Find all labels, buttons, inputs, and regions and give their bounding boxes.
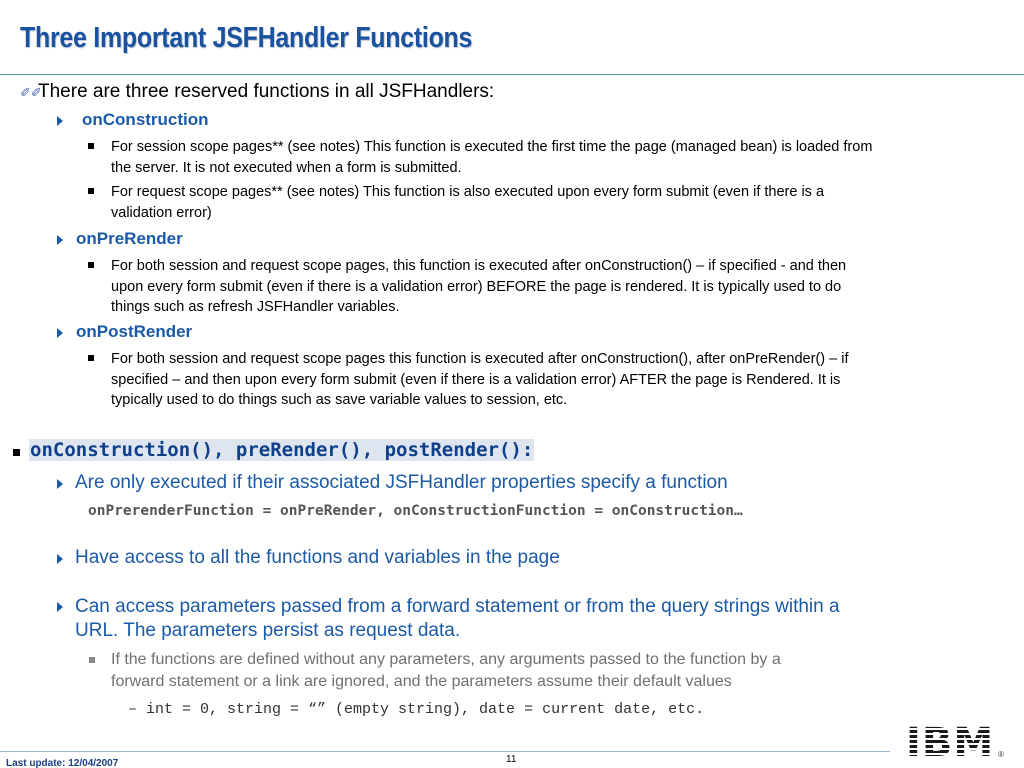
- triangle-bullet-icon: [57, 479, 63, 489]
- pen-nib-bullet-icon: ✐✐: [20, 86, 42, 101]
- dash-item: – int = 0, string = “” (empty string), date = current date, etc.: [128, 701, 705, 718]
- bullet-paragraph: [111, 256, 1011, 318]
- bullet-paragraph: [111, 137, 1011, 178]
- square-bullet-icon: [89, 657, 95, 663]
- footer-divider: [0, 751, 890, 752]
- triangle-bullet-icon: [57, 328, 63, 338]
- point-text: [75, 595, 840, 643]
- bullet-line: the server. It is not executed when a form is submitted.: [111, 159, 462, 176]
- registered-mark: ®: [998, 750, 1004, 759]
- section-heading: onConstruction(), preRender(), postRender():: [30, 439, 534, 461]
- square-bullet-icon: [88, 143, 94, 149]
- bullet-line: specified – and then upon every form submit (even if there is a validation error) AFTER the page is Rendered. It is: [111, 371, 841, 388]
- bullet-line: For both session and request scope pages, this function is executed after onConstruction() – if specified - and then: [111, 258, 847, 274]
- function-heading-onprerender: onPreRender: [76, 229, 183, 248]
- bullet-line: validation error): [111, 204, 212, 221]
- square-bullet-icon: [88, 262, 94, 268]
- point-line: URL. The parameters persist as request data.: [75, 620, 461, 641]
- slide-title: Three Important JSFHandler Functions: [20, 22, 473, 54]
- bullet-paragraph: [111, 349, 1011, 411]
- bullet-line: things such as refresh JSFHandler variables.: [111, 299, 400, 315]
- sub-bullet-text: [111, 649, 781, 693]
- intro-text: There are three reserved functions in all JSFHandlers:: [38, 81, 495, 102]
- sub-bullet-line: forward statement or a link are ignored, and the parameters assume their default values: [111, 673, 732, 690]
- square-bullet-icon: [13, 449, 20, 456]
- point-text: Are only executed if their associated JSFHandler properties specify a function: [75, 472, 728, 493]
- square-bullet-icon: [88, 355, 94, 361]
- function-heading-onpostrender: onPostRender: [76, 322, 193, 341]
- bullet-line: typically used to do things such as save variable values to session, etc.: [111, 392, 568, 408]
- triangle-bullet-icon: [57, 602, 63, 612]
- square-bullet-icon: [88, 188, 94, 194]
- last-update: Last update: 12/04/2007: [6, 758, 119, 768]
- bullet-line: For both session and request scope pages this function is executed after onConstruction(), after onPreRender() – if: [111, 351, 849, 367]
- triangle-bullet-icon: [57, 235, 63, 245]
- point-line: Can access parameters passed from a forward statement or from the query strings within a: [75, 596, 840, 617]
- bullet-line: For request scope pages** (see notes) This function is also executed upon every form submit (even if there is a: [111, 184, 825, 200]
- triangle-bullet-icon: [57, 554, 63, 564]
- bullet-paragraph: [111, 182, 1011, 223]
- title-divider: [0, 74, 1024, 75]
- triangle-bullet-icon: [57, 116, 63, 126]
- bullet-line: For session scope pages** (see notes) This function is executed the first time the page (managed bean) is loaded from: [111, 139, 873, 155]
- ibm-logo: IBM: [906, 720, 995, 766]
- point-text: Have access to all the functions and variables in the page: [75, 547, 560, 568]
- bullet-line: upon every form submit (even if there is a validation error) BEFORE the page is rendered. It is typically used to do: [111, 278, 842, 295]
- code-example: onPrerenderFunction = onPreRender, onConstructionFunction = onConstruction…: [88, 503, 743, 519]
- function-heading-onconstruction: onConstruction: [82, 110, 209, 129]
- page-number: 11: [506, 754, 517, 765]
- sub-bullet-line: If the functions are defined without any parameters, any arguments passed to the function by a: [111, 651, 781, 668]
